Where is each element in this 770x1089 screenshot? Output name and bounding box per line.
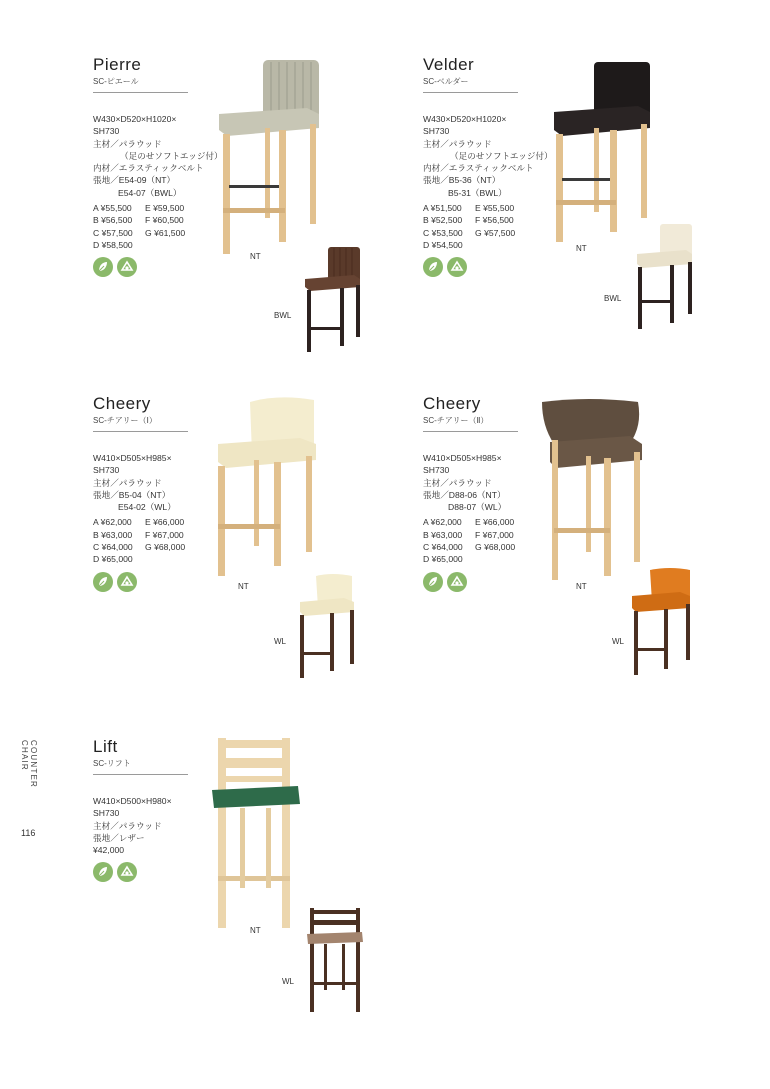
- spec-fabric-alt: D88-07（WL）: [448, 502, 507, 513]
- pierre-nt-image: [215, 58, 327, 258]
- price-row: [93, 214, 223, 226]
- velder-nt-image: [550, 60, 656, 245]
- price-c: C ¥57,500: [93, 227, 133, 238]
- cheery1-nt-image: [214, 394, 318, 580]
- spec-fabric-alt: B5-31（BWL）: [448, 187, 507, 198]
- divider: [423, 431, 518, 432]
- eco-leaf-icon: [93, 572, 113, 592]
- price: ¥42,000: [93, 845, 125, 856]
- price-row: [423, 541, 518, 553]
- price-g: G ¥61,500: [145, 227, 186, 238]
- product-velder: [423, 55, 553, 277]
- spec-seat-height: SH730: [423, 465, 450, 476]
- pierre-bwl-image: [302, 245, 364, 355]
- product-lift: [93, 737, 188, 882]
- price-f: F ¥67,000: [475, 529, 514, 540]
- product-specs: [423, 452, 518, 513]
- section-title: COUNTER CHAIR: [20, 740, 38, 788]
- price-row: [423, 516, 518, 528]
- price-row: [93, 202, 223, 214]
- finish-label: BWL: [274, 311, 292, 320]
- velder-bwl-image: [634, 222, 696, 332]
- price-e: E ¥59,500: [145, 203, 185, 214]
- recycle-icon: [447, 257, 467, 277]
- price-a: A ¥55,500: [93, 203, 132, 214]
- eco-icons: [93, 862, 188, 882]
- price-c: C ¥53,500: [423, 227, 463, 238]
- recycle-icon: [117, 572, 137, 592]
- eco-icons: [93, 572, 188, 592]
- spec-fabric-alt: E54-02（WL）: [118, 502, 176, 513]
- eco-leaf-icon: [423, 572, 443, 592]
- finish-label: NT: [576, 244, 587, 253]
- price-list: [423, 202, 553, 251]
- recycle-icon: [117, 257, 137, 277]
- price-row: [93, 516, 188, 528]
- recycle-icon: [117, 862, 137, 882]
- spec-seat-height: SH730: [93, 808, 120, 819]
- divider: [93, 92, 188, 93]
- finish-label: WL: [274, 637, 286, 646]
- spec-material: 主材／パラウッド: [93, 138, 162, 149]
- product-name: Cheery: [423, 394, 481, 413]
- spec-dimensions: W410×D505×H985×: [93, 453, 172, 463]
- price-b: B ¥63,000: [423, 529, 463, 540]
- spec-inner: 内材／エラスティックベルト: [93, 163, 204, 174]
- spec-seat-height: SH730: [93, 126, 120, 137]
- price-row: [93, 227, 223, 239]
- divider: [93, 774, 188, 775]
- eco-icons: [423, 257, 553, 277]
- spec-seat-height: SH730: [93, 465, 120, 476]
- spec-material: 主材／パラウッド: [423, 477, 492, 488]
- spec-material: 主材／パラウッド: [423, 138, 492, 149]
- product-specs: [93, 795, 188, 856]
- price-d: D ¥65,000: [93, 554, 133, 565]
- price-row: [423, 227, 553, 239]
- spec-material: 主材／パラウッド: [93, 477, 162, 488]
- eco-icons: [93, 257, 223, 277]
- recycle-icon: [447, 572, 467, 592]
- product-name: Pierre: [93, 55, 142, 74]
- spec-inner: 内材／エラスティックベルト: [423, 163, 534, 174]
- cheery2-nt-image: [538, 396, 644, 584]
- spec-fabric-alt: E54-07（BWL）: [118, 187, 182, 198]
- finish-label: NT: [250, 252, 261, 261]
- product-cheery-2: [423, 394, 518, 592]
- price-list: [93, 516, 188, 565]
- price-row: [93, 553, 188, 565]
- eco-icons: [423, 572, 518, 592]
- product-name: Cheery: [93, 394, 151, 413]
- product-pierre: [93, 55, 223, 277]
- spec-dimensions: W410×D505×H985×: [423, 453, 502, 463]
- finish-label: NT: [576, 582, 587, 591]
- spec-fabric: 張地／B5-04（NT）: [93, 489, 171, 500]
- spec-fabric: 張地／レザー: [93, 832, 145, 843]
- finish-label: WL: [612, 637, 624, 646]
- finish-label: NT: [250, 926, 261, 935]
- eco-leaf-icon: [93, 257, 113, 277]
- eco-leaf-icon: [423, 257, 443, 277]
- product-code: SC-ベルダー: [423, 77, 469, 86]
- spec-dimensions: W430×D520×H1020×: [423, 114, 507, 124]
- price-e: E ¥66,000: [475, 517, 515, 528]
- spec-note: （足のせソフトエッジ付）: [120, 150, 223, 161]
- spec-fabric: 張地／D88-06（NT）: [423, 489, 506, 500]
- price-c: C ¥64,000: [423, 542, 463, 553]
- price-row: [93, 529, 188, 541]
- price-g: G ¥68,000: [145, 542, 186, 553]
- spec-seat-height: SH730: [423, 126, 450, 137]
- cheery1-wl-image: [298, 572, 356, 680]
- spec-note: （足のせソフトエッジ付）: [450, 150, 553, 161]
- finish-label: WL: [282, 977, 294, 986]
- price-f: F ¥56,500: [475, 215, 514, 226]
- price-row: [423, 553, 518, 565]
- product-code: SC-チアリー（Ⅱ）: [423, 416, 489, 425]
- price-a: A ¥62,000: [423, 517, 462, 528]
- price-b: B ¥52,500: [423, 215, 463, 226]
- price-row: [423, 239, 553, 251]
- lift-wl-image: [306, 906, 364, 1014]
- price-d: D ¥58,500: [93, 239, 133, 250]
- spec-fabric: 張地／E54-09（NT）: [93, 175, 176, 186]
- lift-nt-image: [210, 736, 302, 932]
- divider: [93, 431, 188, 432]
- spec-material: 主材／パラウッド: [93, 820, 162, 831]
- page-number: 116: [21, 828, 36, 838]
- product-code: SC-リフト: [93, 759, 131, 768]
- product-specs: [423, 113, 553, 199]
- price-f: F ¥67,000: [145, 529, 184, 540]
- price-row: [423, 529, 518, 541]
- price-row: [423, 214, 553, 226]
- price-b: B ¥56,500: [93, 215, 133, 226]
- spec-fabric: 張地／B5-36（NT）: [423, 175, 501, 186]
- finish-label: BWL: [604, 294, 622, 303]
- product-name: Velder: [423, 55, 475, 74]
- divider: [423, 92, 518, 93]
- spec-dimensions: W410×D500×H980×: [93, 796, 172, 806]
- product-specs: [93, 113, 223, 199]
- price-list: [93, 202, 223, 251]
- product-name: Lift: [93, 737, 118, 756]
- finish-label: NT: [238, 582, 249, 591]
- cheery2-wl-image: [630, 566, 692, 678]
- price-e: E ¥66,000: [145, 517, 185, 528]
- spec-dimensions: W430×D520×H1020×: [93, 114, 177, 124]
- price-row: [423, 202, 553, 214]
- price-row: [93, 541, 188, 553]
- product-cheery-1: [93, 394, 188, 592]
- price-row: [93, 239, 223, 251]
- price-c: C ¥64,000: [93, 542, 133, 553]
- price-e: E ¥55,500: [475, 203, 515, 214]
- price-b: B ¥63,000: [93, 529, 133, 540]
- price-g: G ¥57,500: [475, 227, 516, 238]
- product-code: SC-ピエール: [93, 77, 139, 86]
- price-g: G ¥68,000: [475, 542, 516, 553]
- price-d: D ¥54,500: [423, 239, 463, 250]
- price-a: A ¥51,500: [423, 203, 462, 214]
- price-a: A ¥62,000: [93, 517, 132, 528]
- price-f: F ¥60,500: [145, 215, 184, 226]
- eco-leaf-icon: [93, 862, 113, 882]
- price-list: [423, 516, 518, 565]
- product-code: SC-チアリー（Ⅰ）: [93, 416, 157, 425]
- price-d: D ¥65,000: [423, 554, 463, 565]
- product-specs: [93, 452, 188, 513]
